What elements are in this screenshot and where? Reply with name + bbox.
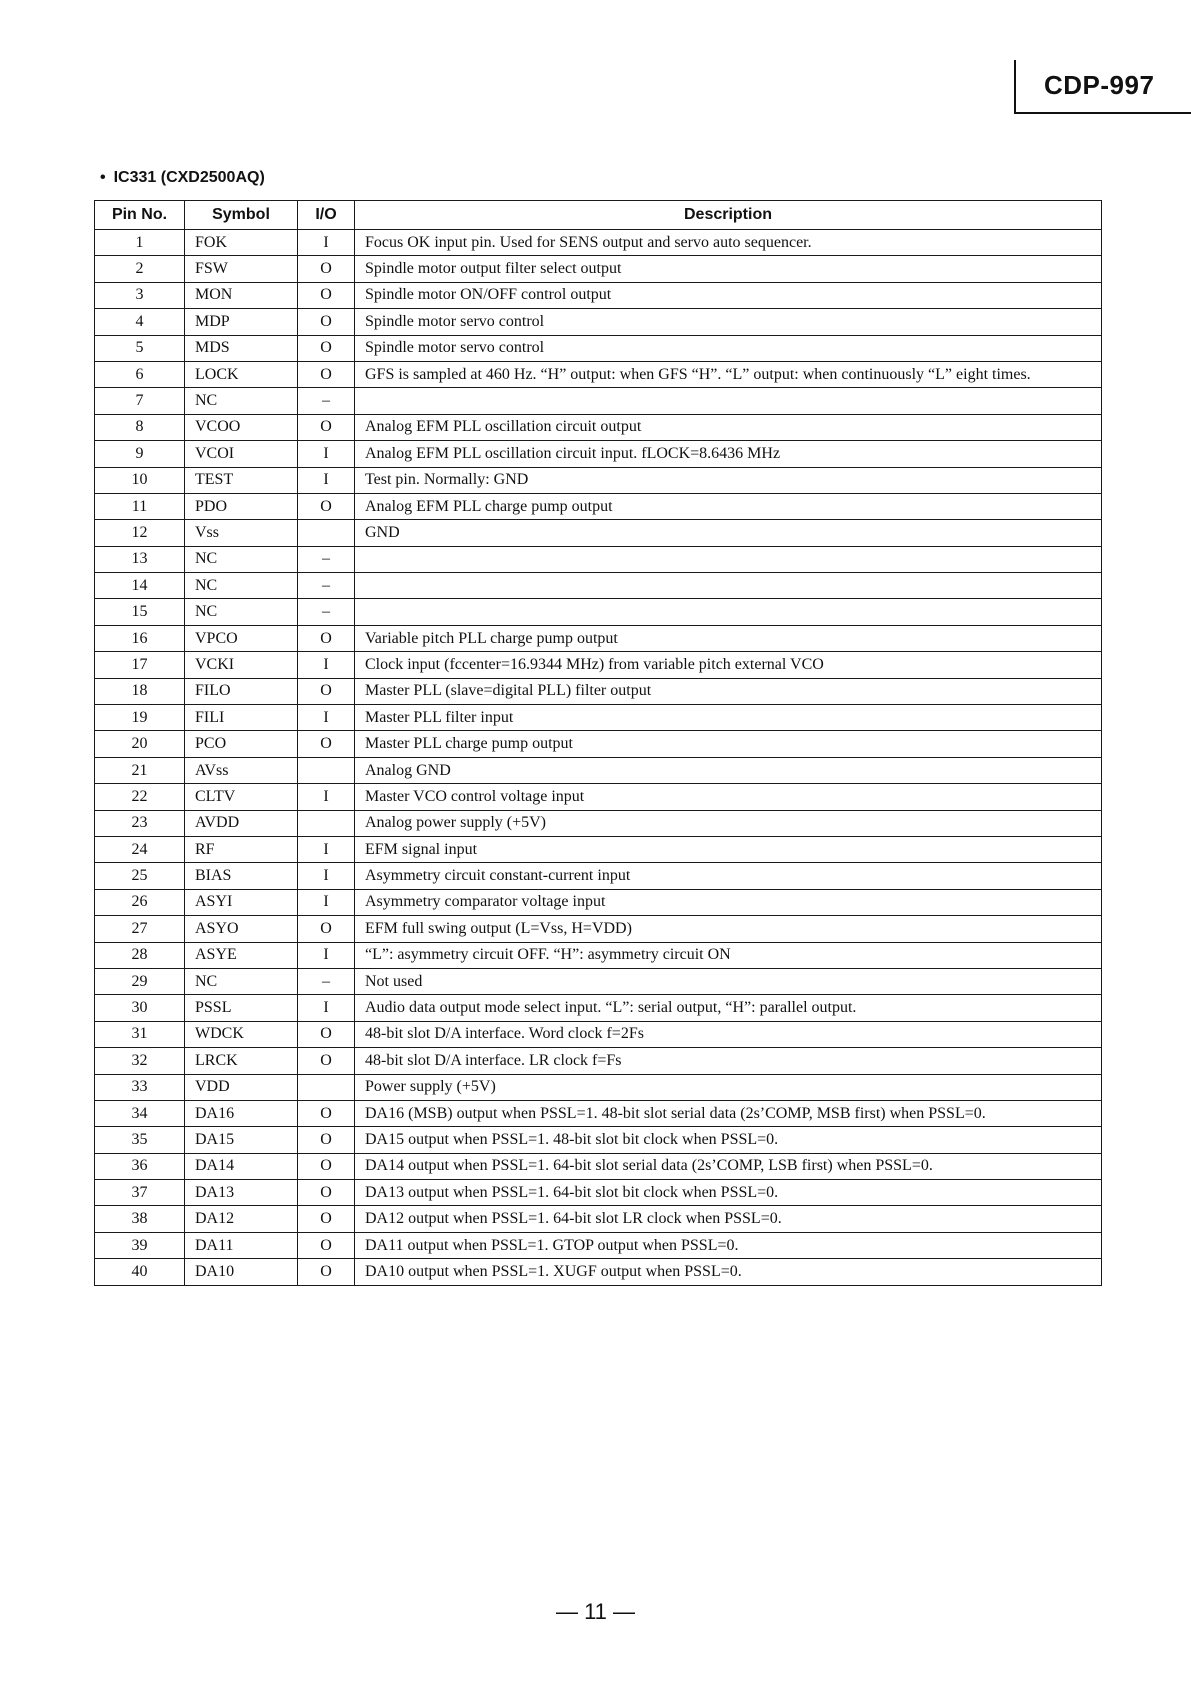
description-cell: 48-bit slot D/A interface. Word clock f=2Fs [355,1021,1102,1047]
symbol-cell: DA13 [185,1180,298,1206]
pin-number-cell: 11 [95,493,185,519]
io-cell [298,520,355,546]
pin-number-cell: 23 [95,810,185,836]
symbol-cell: NC [185,546,298,572]
symbol-cell: DA12 [185,1206,298,1232]
symbol-cell: FILI [185,705,298,731]
description-cell: Analog GND [355,757,1102,783]
pin-number-cell: 1 [95,230,185,256]
table-body [95,230,1102,1286]
symbol-cell: NC [185,573,298,599]
symbol-cell: BIAS [185,863,298,889]
description-cell: GFS is sampled at 460 Hz. “H” output: when GFS “H”. “L” output: when continuously “L” eight times. [355,361,1102,387]
header-description: Description [355,201,1102,230]
table-row [95,546,1102,572]
pin-number-cell: 33 [95,1074,185,1100]
section-title [100,169,265,187]
io-cell: O [298,1232,355,1258]
pin-number-cell: 37 [95,1180,185,1206]
description-cell: Clock input (fccenter=16.9344 MHz) from variable pitch external VCO [355,652,1102,678]
symbol-cell: FOK [185,230,298,256]
description-cell [355,599,1102,625]
symbol-cell: DA10 [185,1259,298,1285]
pin-number-cell: 14 [95,573,185,599]
description-cell: Audio data output mode select input. “L”: serial output, “H”: parallel output. [355,995,1102,1021]
io-cell: I [298,441,355,467]
table-row [95,889,1102,915]
description-cell: Analog EFM PLL oscillation circuit output [355,414,1102,440]
io-cell: O [298,1021,355,1047]
table-row [95,1180,1102,1206]
io-cell: I [298,863,355,889]
table-row [95,942,1102,968]
symbol-cell: WDCK [185,1021,298,1047]
pin-number-cell: 3 [95,282,185,308]
symbol-cell: MDS [185,335,298,361]
description-cell: DA10 output when PSSL=1. XUGF output when PSSL=0. [355,1259,1102,1285]
pin-number-cell: 35 [95,1127,185,1153]
pin-number-cell: 13 [95,546,185,572]
symbol-cell: ASYI [185,889,298,915]
description-cell: 48-bit slot D/A interface. LR clock f=Fs [355,1048,1102,1074]
table-row [95,599,1102,625]
table-row [95,573,1102,599]
pin-number-cell: 38 [95,1206,185,1232]
symbol-cell: VDD [185,1074,298,1100]
table-row [95,678,1102,704]
table-row [95,810,1102,836]
symbol-cell: CLTV [185,784,298,810]
table-row [95,863,1102,889]
table-row [95,757,1102,783]
symbol-cell: VPCO [185,625,298,651]
symbol-cell: LRCK [185,1048,298,1074]
io-cell: O [298,1048,355,1074]
io-cell: I [298,705,355,731]
table-row [95,1153,1102,1179]
symbol-cell: MON [185,282,298,308]
table-row [95,1127,1102,1153]
description-cell: DA12 output when PSSL=1. 64-bit slot LR clock when PSSL=0. [355,1206,1102,1232]
pin-number-cell: 16 [95,625,185,651]
table-row [95,256,1102,282]
symbol-cell: AVss [185,757,298,783]
pin-number-cell: 29 [95,968,185,994]
table-row [95,309,1102,335]
symbol-cell: NC [185,968,298,994]
description-cell [355,388,1102,414]
table-row [95,467,1102,493]
io-cell: – [298,599,355,625]
pin-number-cell: 15 [95,599,185,625]
description-cell: Asymmetry circuit constant-current input [355,863,1102,889]
io-cell: O [298,309,355,335]
pin-number-cell: 5 [95,335,185,361]
description-cell [355,573,1102,599]
table-row [95,1232,1102,1258]
pin-number-cell: 7 [95,388,185,414]
description-cell: Master PLL filter input [355,705,1102,731]
io-cell [298,1074,355,1100]
symbol-cell: DA14 [185,1153,298,1179]
io-cell: O [298,335,355,361]
description-cell: Variable pitch PLL charge pump output [355,625,1102,651]
symbol-cell: FSW [185,256,298,282]
io-cell: – [298,546,355,572]
pin-number-cell: 27 [95,916,185,942]
symbol-cell: PSSL [185,995,298,1021]
table-row [95,335,1102,361]
table-row [95,836,1102,862]
description-cell: Master PLL charge pump output [355,731,1102,757]
pin-number-cell: 19 [95,705,185,731]
table-row [95,995,1102,1021]
description-cell: GND [355,520,1102,546]
pin-number-cell: 9 [95,441,185,467]
table-row [95,520,1102,546]
io-cell: I [298,995,355,1021]
description-cell: Focus OK input pin. Used for SENS output and servo auto sequencer. [355,230,1102,256]
table-row [95,784,1102,810]
pin-number-cell: 24 [95,836,185,862]
table-row [95,441,1102,467]
io-cell: I [298,784,355,810]
pin-number-cell: 17 [95,652,185,678]
table-row [95,388,1102,414]
io-cell: O [298,1153,355,1179]
symbol-cell: VCOO [185,414,298,440]
pin-number-cell: 6 [95,361,185,387]
symbol-cell: VCOI [185,441,298,467]
pin-number-cell: 30 [95,995,185,1021]
io-cell: – [298,573,355,599]
io-cell: I [298,230,355,256]
description-cell: DA13 output when PSSL=1. 64-bit slot bit clock when PSSL=0. [355,1180,1102,1206]
symbol-cell: ASYO [185,916,298,942]
bullet-icon: • [100,169,106,186]
description-cell: Master VCO control voltage input [355,784,1102,810]
table-row [95,1048,1102,1074]
table-row [95,1021,1102,1047]
table-row [95,705,1102,731]
pin-number-cell: 25 [95,863,185,889]
pin-number-cell: 2 [95,256,185,282]
io-cell: O [298,916,355,942]
description-cell: Analog power supply (+5V) [355,810,1102,836]
description-cell: Spindle motor ON/OFF control output [355,282,1102,308]
pin-number-cell: 18 [95,678,185,704]
table-row [95,230,1102,256]
pin-description-table [94,200,1102,1286]
page-number: — 11 — [555,1599,636,1624]
io-cell: I [298,942,355,968]
description-cell: DA11 output when PSSL=1. GTOP output when PSSL=0. [355,1232,1102,1258]
symbol-cell: RF [185,836,298,862]
io-cell: O [298,678,355,704]
table-row [95,731,1102,757]
pin-number-cell: 31 [95,1021,185,1047]
description-cell: Not used [355,968,1102,994]
description-cell: Power supply (+5V) [355,1074,1102,1100]
symbol-cell: NC [185,599,298,625]
pin-number-cell: 22 [95,784,185,810]
io-cell [298,757,355,783]
io-cell [298,810,355,836]
io-cell: O [298,1100,355,1126]
pin-number-cell: 26 [95,889,185,915]
io-cell: O [298,1127,355,1153]
section-title-text: IC331 (CXD2500AQ) [113,169,265,186]
io-cell: O [298,256,355,282]
symbol-cell: Vss [185,520,298,546]
model-number: CDP-997 [1044,70,1155,100]
table-row [95,916,1102,942]
io-cell: O [298,1180,355,1206]
description-cell: Test pin. Normally: GND [355,467,1102,493]
pin-number-cell: 20 [95,731,185,757]
table-row [95,652,1102,678]
io-cell: O [298,731,355,757]
description-cell [355,546,1102,572]
symbol-cell: NC [185,388,298,414]
pin-number-cell: 34 [95,1100,185,1126]
pin-number-cell: 21 [95,757,185,783]
description-cell: Analog EFM PLL oscillation circuit input. fLOCK=8.6436 MHz [355,441,1102,467]
table-row [95,1100,1102,1126]
description-cell: Spindle motor servo control [355,335,1102,361]
table-row [95,1259,1102,1285]
io-cell: I [298,467,355,493]
description-cell: Asymmetry comparator voltage input [355,889,1102,915]
io-cell: – [298,388,355,414]
symbol-cell: FILO [185,678,298,704]
symbol-cell: AVDD [185,810,298,836]
pin-number-cell: 8 [95,414,185,440]
header-symbol: Symbol [185,201,298,230]
io-cell: O [298,282,355,308]
description-cell: “L”: asymmetry circuit OFF. “H”: asymmetry circuit ON [355,942,1102,968]
symbol-cell: PDO [185,493,298,519]
description-cell: EFM signal input [355,836,1102,862]
table-row [95,968,1102,994]
pin-number-cell: 4 [95,309,185,335]
symbol-cell: PCO [185,731,298,757]
description-cell: DA14 output when PSSL=1. 64-bit slot serial data (2s’COMP, LSB first) when PSSL=0. [355,1153,1102,1179]
table-row [95,414,1102,440]
description-cell: Master PLL (slave=digital PLL) filter output [355,678,1102,704]
header-io: I/O [298,201,355,230]
table-row [95,493,1102,519]
io-cell: O [298,625,355,651]
header-pin-no: Pin No. [95,201,185,230]
io-cell: O [298,361,355,387]
table-row [95,1206,1102,1232]
pin-number-cell: 36 [95,1153,185,1179]
table-row [95,1074,1102,1100]
symbol-cell: TEST [185,467,298,493]
symbol-cell: LOCK [185,361,298,387]
model-header-box [1014,60,1191,114]
pin-number-cell: 28 [95,942,185,968]
pin-number-cell: 39 [95,1232,185,1258]
description-cell: Spindle motor servo control [355,309,1102,335]
io-cell: I [298,652,355,678]
symbol-cell: MDP [185,309,298,335]
pin-number-cell: 40 [95,1259,185,1285]
pin-number-cell: 10 [95,467,185,493]
table-row [95,282,1102,308]
table-row [95,361,1102,387]
pin-number-cell: 12 [95,520,185,546]
symbol-cell: DA11 [185,1232,298,1258]
symbol-cell: ASYE [185,942,298,968]
io-cell: O [298,1206,355,1232]
table-row [95,625,1102,651]
description-cell: Analog EFM PLL charge pump output [355,493,1102,519]
io-cell: I [298,836,355,862]
io-cell: O [298,493,355,519]
symbol-cell: DA16 [185,1100,298,1126]
io-cell: O [298,414,355,440]
description-cell: DA15 output when PSSL=1. 48-bit slot bit clock when PSSL=0. [355,1127,1102,1153]
description-cell: Spindle motor output filter select output [355,256,1102,282]
description-cell: EFM full swing output (L=Vss, H=VDD) [355,916,1102,942]
symbol-cell: DA15 [185,1127,298,1153]
io-cell: O [298,1259,355,1285]
symbol-cell: VCKI [185,652,298,678]
io-cell: I [298,889,355,915]
pin-number-cell: 32 [95,1048,185,1074]
table-header-row [95,201,1102,230]
description-cell: DA16 (MSB) output when PSSL=1. 48-bit slot serial data (2s’COMP, MSB first) when PSSL=0. [355,1100,1102,1126]
io-cell: – [298,968,355,994]
